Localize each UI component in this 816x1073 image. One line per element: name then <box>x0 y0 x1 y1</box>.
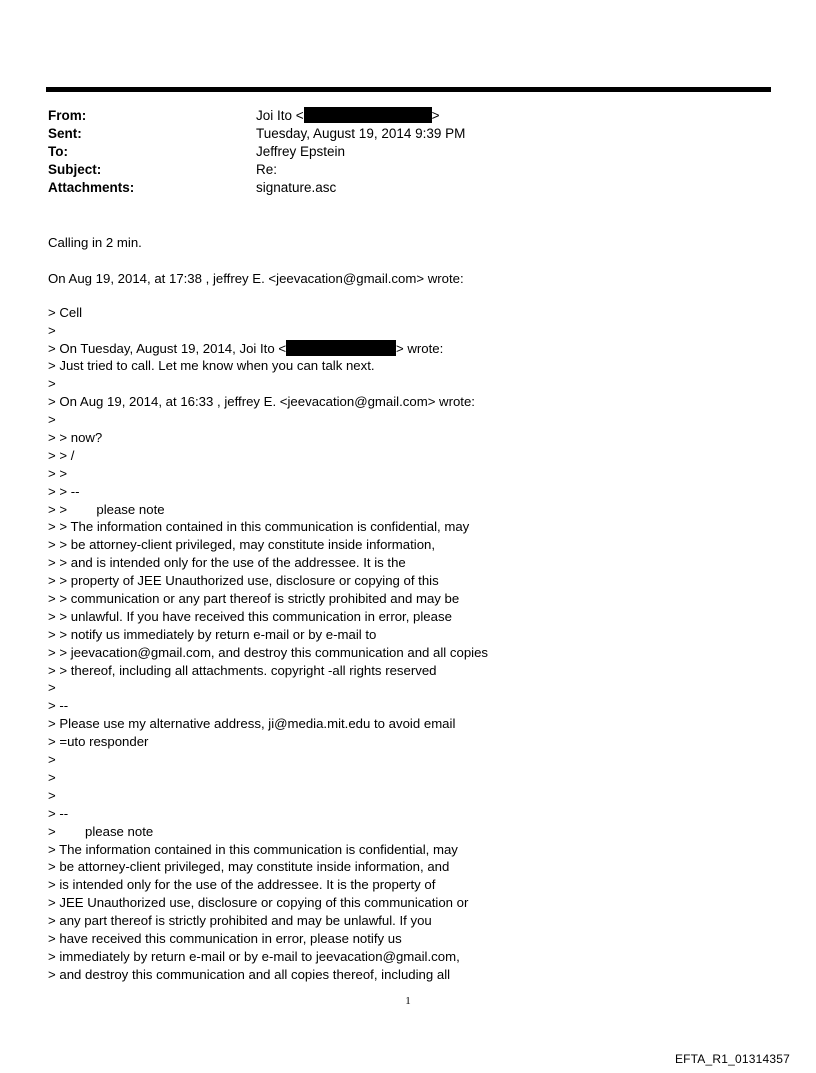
email-header <box>48 107 648 197</box>
quoted-line: > > -- <box>48 483 80 499</box>
quoted-line: > -- <box>48 805 69 821</box>
redaction-box <box>286 340 396 356</box>
page-number: 1 <box>405 995 411 1007</box>
quoted-line: > JEE Unauthorized use, disclosure or copying of this communication or <box>48 895 469 911</box>
quoted-line: > <box>48 376 56 392</box>
quoted-line: > > communication or any part thereof is strictly prohibited and may be <box>48 591 460 607</box>
quoted-line: > > jeevacation@gmail.com, and destroy this communication and all copies <box>48 644 489 660</box>
to-value: Jeffrey Epstein <box>256 144 346 159</box>
quoted-line: > On Aug 19, 2014, at 16:33 , jeffrey E. <jeevacation@gmail.com> wrote: <box>48 394 475 410</box>
quoted-line: > > unlawful. If you have received this communication in error, please <box>48 608 452 624</box>
quoted-line: > Cell <box>48 304 83 320</box>
quoted-line: > > / <box>48 447 75 463</box>
sent-row <box>48 125 648 143</box>
quoted-line: > have received this communication in error, please notify us <box>48 930 402 946</box>
from-name: Joi Ito < <box>256 108 304 123</box>
bates-number: EFTA_R1_01314357 <box>674 1052 790 1066</box>
quoted-line: > > now? <box>48 430 103 446</box>
quoted-line: > any part thereof is strictly prohibited and may be unlawful. If you <box>48 913 432 929</box>
quoted-line: > > notify us immediately by return e-mail or by e-mail to <box>48 626 377 642</box>
subject-value: Re: <box>256 162 278 177</box>
quoted-line: > <box>48 680 56 696</box>
sent-label: Sent: <box>48 126 82 141</box>
quoted-line: > > thereof, including all attachments. copyright -all rights reserved <box>48 662 437 678</box>
quoted-line: > please note <box>48 823 154 839</box>
header-rule <box>46 87 771 92</box>
quoted-line: > <box>48 769 56 785</box>
quoted-line: > Please use my alternative address, ji@media.mit.edu to avoid email <box>48 716 456 732</box>
email-body <box>48 234 748 984</box>
quoted-line: > > be attorney-client privileged, may constitute inside information, <box>48 537 436 553</box>
quoted-line: > <box>48 752 56 768</box>
quoted-line: > and destroy this communication and all copies thereof, including all <box>48 966 451 982</box>
quoted-line: > > <box>48 465 68 481</box>
quoted-line-suffix: > wrote: <box>396 340 444 356</box>
quoted-line: > =uto responder <box>48 734 149 750</box>
quoted-line: > > property of JEE Unauthorized use, disclosure or copying of this <box>48 573 439 589</box>
to-row <box>48 143 648 161</box>
quoted-line: > > The information contained in this communication is confidential, may <box>48 519 470 535</box>
quoted-line: > Just tried to call. Let me know when you can talk next. <box>48 358 375 374</box>
quoted-line: > > please note <box>48 501 165 517</box>
quoted-line-prefix: > On Tuesday, August 19, 2014, Joi Ito < <box>48 340 287 356</box>
body-line: Calling in 2 min. <box>48 235 142 250</box>
to-label: To: <box>48 144 68 159</box>
redaction-box <box>304 107 432 123</box>
quoted-line: > The information contained in this communication is confidential, may <box>48 841 458 857</box>
subject-label: Subject: <box>48 162 102 177</box>
quoted-line: > <box>48 412 56 428</box>
from-bracket: > <box>431 108 440 123</box>
quoted-line: > be attorney-client privileged, may constitute inside information, and <box>48 859 450 875</box>
quoted-line: > <box>48 787 56 803</box>
quoted-line: > <box>48 322 56 338</box>
from-label: From: <box>48 108 87 123</box>
quoted-line <box>48 340 748 358</box>
attachments-label: Attachments: <box>48 180 135 195</box>
from-row <box>48 107 648 125</box>
quoted-line: > immediately by return e-mail or by e-mail to jeevacation@gmail.com, <box>48 948 460 964</box>
attachments-row <box>48 179 648 197</box>
quoted-line: > -- <box>48 698 69 714</box>
attachment-link[interactable]: signature.asc <box>256 180 337 195</box>
from-value <box>256 107 440 125</box>
quoted-line: > > and is intended only for the use of the addressee. It is the <box>48 555 406 571</box>
sent-value: Tuesday, August 19, 2014 9:39 PM <box>256 126 466 141</box>
subject-row <box>48 161 648 179</box>
body-line: On Aug 19, 2014, at 17:38 , jeffrey E. <jeevacation@gmail.com> wrote: <box>48 270 464 286</box>
quoted-line: > is intended only for the use of the addressee. It is the property of <box>48 877 436 893</box>
